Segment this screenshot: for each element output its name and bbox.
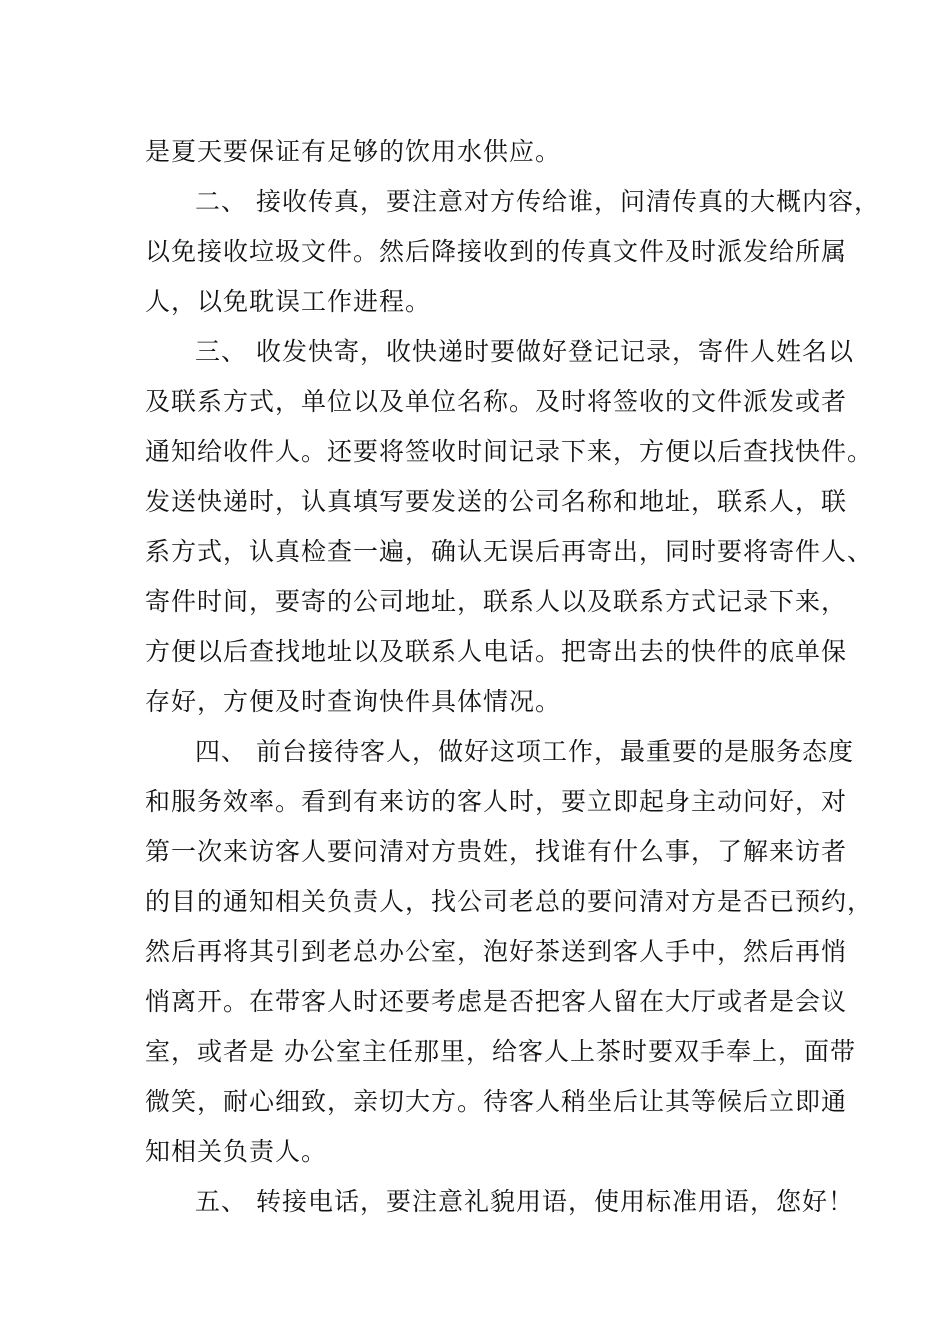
text-line: 寄件时间，要寄的公司地址，联系人以及联系方式记录下来，: [145, 587, 848, 616]
text-line: 人，以免耽误工作进程。: [145, 287, 432, 316]
text-line: 系方式，认真检查一遍，确认无误后再寄出，同时要将寄件人、: [145, 537, 874, 566]
text-line: 是夏天要保证有足够的饮用水供应。: [145, 137, 562, 166]
text-line: 和服务效率。看到有来访的客人时，要立即起身主动问好，对: [145, 787, 848, 816]
text-line: 第一次来访客人要问清对方贵姓，找谁有什么事，了解来访者: [145, 837, 848, 866]
text-line: 室，或者是 办公室主任那里，给客人上茶时要双手奉上，面带: [145, 1037, 856, 1066]
text-line: 及联系方式，单位以及单位名称。及时将签收的文件派发或者: [145, 387, 848, 416]
text-line: 方便以后查找地址以及联系人电话。把寄出去的快件的底单保: [145, 637, 848, 666]
text-line: 知相关负责人。: [145, 1137, 328, 1166]
text-line: 悄离开。在带客人时还要考虑是否把客人留在大厅或者是会议: [145, 987, 848, 1016]
text-line: 微笑，耐心细致，亲切大方。待客人稍坐后让其等候后立即通: [145, 1087, 848, 1116]
text-line: 然后再将其引到老总办公室，泡好茶送到客人手中，然后再悄: [145, 937, 848, 966]
text-line: 三、 收发快寄，收快递时要做好登记记录，寄件人姓名以: [195, 337, 854, 366]
text-line: 五、 转接电话，要注意礼貌用语，使用标准用语，您好！: [195, 1187, 854, 1216]
text-line: 二、 接收传真，要注意对方传给谁，问清传真的大概内容，: [195, 187, 880, 216]
text-line: 发送快递时，认真填写要发送的公司名称和地址，联系人，联: [145, 487, 848, 516]
text-line: 通知给收件人。还要将签收时间记录下来，方便以后查找快件。: [145, 437, 874, 466]
text-line: 存好，方便及时查询快件具体情况。: [145, 687, 562, 716]
text-line: 四、 前台接待客人，做好这项工作，最重要的是服务态度: [195, 737, 854, 766]
text-line: 以免接收垃圾文件。然后降接收到的传真文件及时派发给所属: [145, 237, 848, 266]
text-line: 的目的通知相关负责人，找公司老总的要问清对方是否已预约，: [145, 887, 874, 916]
